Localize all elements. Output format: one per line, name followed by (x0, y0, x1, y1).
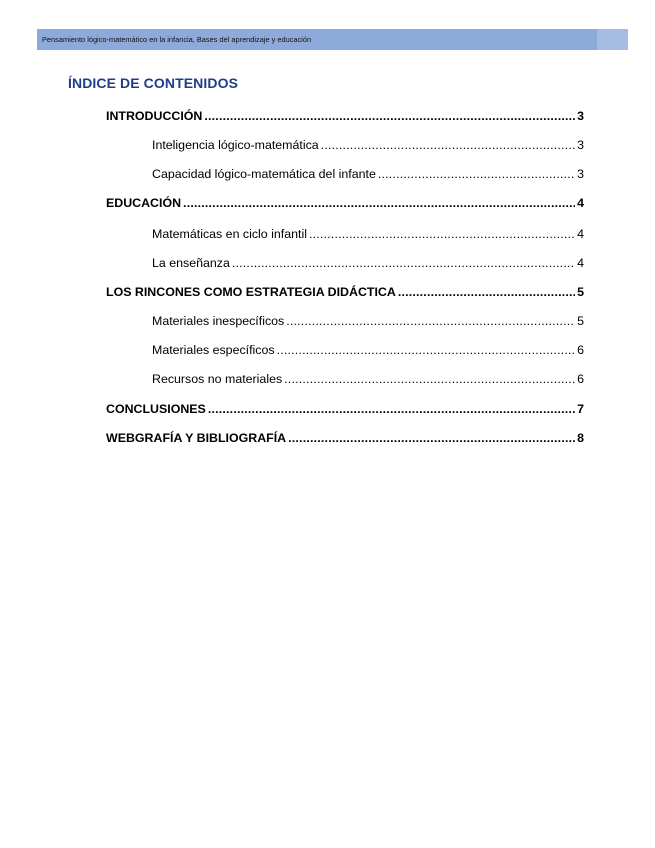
toc-entry-page: 8 (577, 431, 584, 445)
toc-entry-label: CONCLUSIONES (106, 402, 206, 416)
toc-entry-educacion[interactable] (106, 195, 584, 211)
dot-leader (204, 108, 575, 124)
toc-entry-label: EDUCACIÓN (106, 196, 182, 210)
toc-entry-label: Materiales inespecíficos (152, 314, 285, 328)
toc-entry-page: 5 (577, 285, 584, 299)
toc-entry-introduccion[interactable] (106, 108, 584, 124)
dot-leader (321, 137, 575, 153)
dot-leader (398, 284, 575, 300)
toc-entry-conclusiones[interactable] (106, 401, 584, 417)
dot-leader (309, 226, 575, 242)
toc-entry-page: 4 (577, 227, 584, 241)
toc-entry-page: 6 (577, 343, 584, 357)
toc-entry-label: INTRODUCCIÓN (106, 109, 203, 123)
toc-entry-webgrafia[interactable] (106, 430, 584, 446)
dot-leader (286, 313, 575, 329)
toc-entry-page: 6 (577, 372, 584, 386)
toc-entry-label: Materiales específicos (152, 343, 275, 357)
toc-entry-page: 3 (577, 109, 584, 123)
toc-entry-page: 7 (577, 402, 584, 416)
dot-leader (378, 166, 575, 182)
toc-entry-page: 5 (577, 314, 584, 328)
toc-entry-page: 3 (577, 167, 584, 181)
toc-entry-label: La enseñanza (152, 256, 230, 270)
running-header-title: Pensamiento lógico-matemático en la infancia, Bases del aprendizaje y educación (42, 35, 312, 44)
dot-leader (232, 255, 575, 271)
dot-leader (288, 430, 575, 446)
toc-title: ÍNDICE DE CONTENIDOS (68, 75, 239, 91)
toc-entry-label: WEBGRAFÍA Y BIBLIOGRAFÍA (106, 431, 287, 445)
toc-entry-inteligencia[interactable] (152, 137, 584, 153)
toc-entry-label: Inteligencia lógico-matemática (152, 138, 319, 152)
toc-entry-label: Matemáticas en ciclo infantil (152, 227, 307, 241)
running-header-accent (597, 29, 628, 50)
toc-entry-rincones[interactable] (106, 284, 584, 300)
toc-entry-capacidad[interactable] (152, 166, 584, 182)
toc-entry-label: Recursos no materiales (152, 372, 283, 386)
dot-leader (284, 371, 575, 387)
dot-leader (208, 401, 575, 417)
toc-entry-label: LOS RINCONES COMO ESTRATEGIA DIDÁCTICA (106, 285, 396, 299)
toc-entry-recursos[interactable] (152, 371, 584, 387)
dot-leader (277, 342, 576, 358)
toc-entry-page: 4 (577, 196, 584, 210)
dot-leader (183, 195, 575, 211)
toc-entry-especificos[interactable] (152, 342, 584, 358)
running-header (37, 29, 628, 50)
toc-entry-page: 4 (577, 256, 584, 270)
toc-entry-ensenanza[interactable] (152, 255, 584, 271)
toc-entry-label: Capacidad lógico-matemática del infante (152, 167, 376, 181)
toc-entry-page: 3 (577, 138, 584, 152)
toc-entry-matematicas[interactable] (152, 226, 584, 242)
toc-entry-inespecificos[interactable] (152, 313, 584, 329)
